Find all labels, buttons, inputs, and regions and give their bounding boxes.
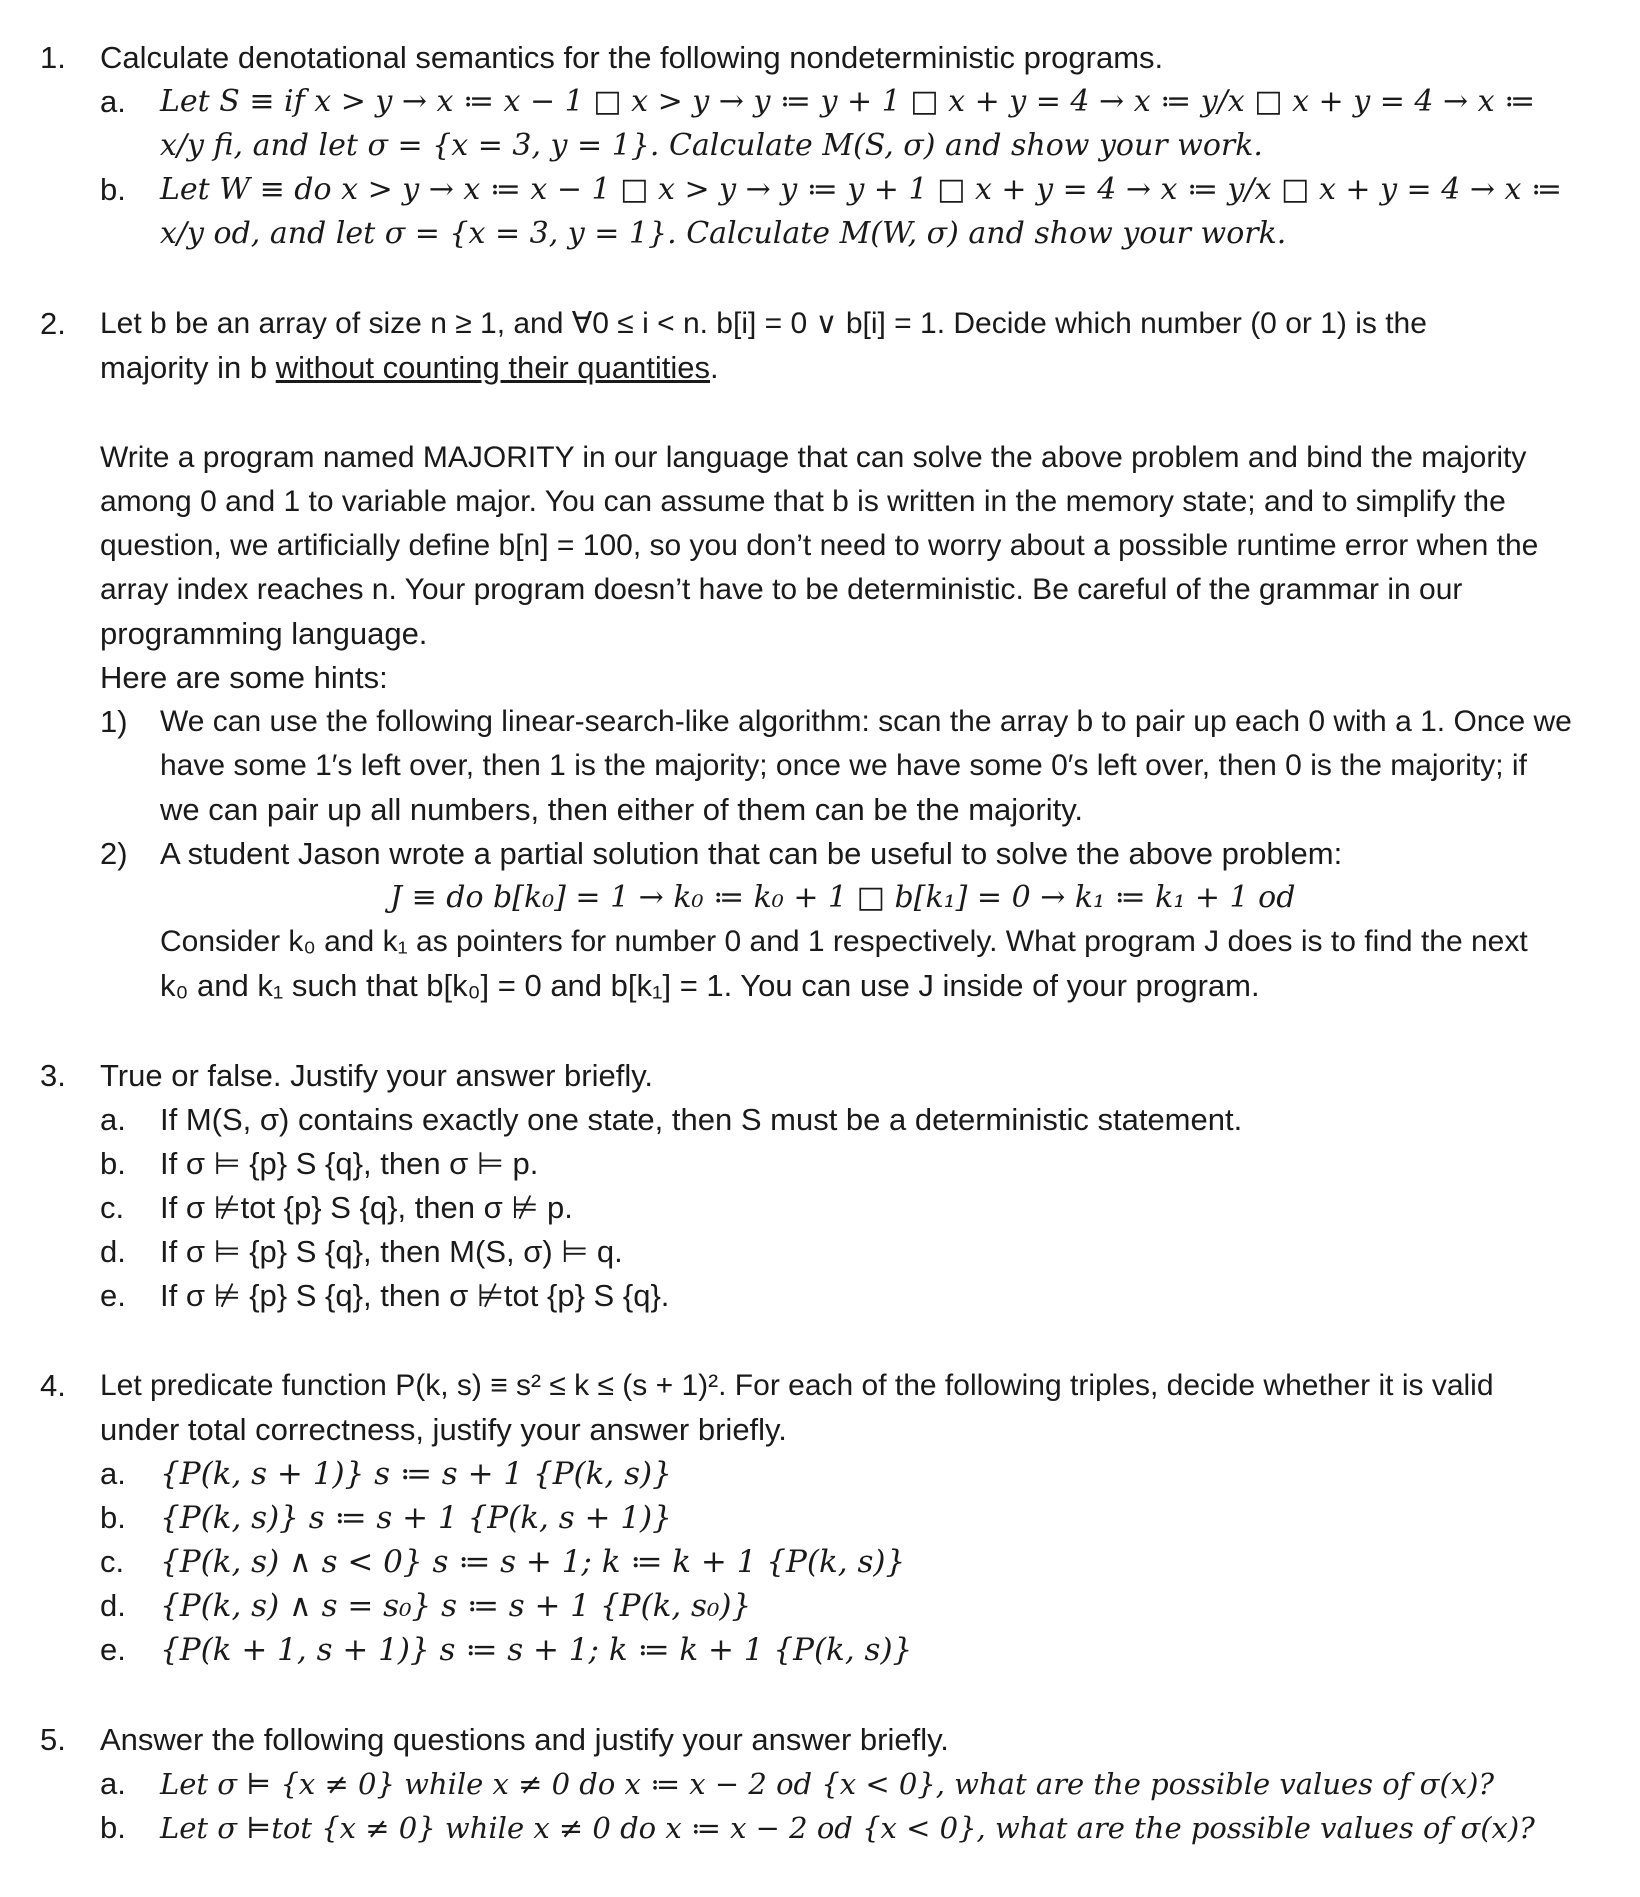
q4d-text: {P(k, s) ∧ s = s₀} s ≔ s + 1 {P(k, s₀)} xyxy=(160,1588,752,1624)
q4e-text: {P(k + 1, s + 1)} s ≔ s + 1; k ≔ k + 1 {P(k, s)} xyxy=(160,1632,913,1668)
q3b-label: b. xyxy=(100,1146,126,1181)
q5a-text: Let σ ⊨ {x ≠ 0} while x ≠ 0 do x ≔ x − 2 od {x < 0}, what are the possible values of σ(x)? xyxy=(160,1767,1494,1801)
q2-underlined-phrase: without counting their quantities xyxy=(275,350,711,385)
q2-p2-line5: programming language. xyxy=(100,616,428,651)
q3e-text: If σ ⊭ {p} S {q}, then σ ⊭tot {p} S {q}. xyxy=(160,1278,670,1313)
q3c-label: c. xyxy=(100,1190,125,1225)
q4d-label: d. xyxy=(100,1588,126,1623)
q4a-label: a. xyxy=(100,1456,126,1491)
q4-line2: under total correctness, justify your answer briefly. xyxy=(100,1412,787,1447)
q3e-label: e. xyxy=(100,1278,126,1313)
q2-hint1-line1: We can use the following linear-search-like algorithm: scan the array b to pair up each 0 with a 1. Once we xyxy=(160,705,1572,738)
q2-hint1-line3: we can pair up all numbers, then either of them can be the majority. xyxy=(160,792,1084,827)
q3a-label: a. xyxy=(100,1102,126,1137)
q4-number: 4. xyxy=(40,1368,66,1403)
q1-title: Calculate denotational semantics for the following nondeterministic programs. xyxy=(100,40,1164,75)
q3d-text: If σ ⊨ {p} S {q}, then M(S, σ) ⊨ q. xyxy=(160,1234,623,1269)
q2-p1-line2 xyxy=(100,346,719,390)
q4b-text: {P(k, s)} s ≔ s + 1 {P(k, s + 1)} xyxy=(160,1500,672,1536)
q4a-text: {P(k, s + 1)} s ≔ s + 1 {P(k, s)} xyxy=(160,1456,672,1492)
q2-p1-line1: Let b be an array of size n ≥ 1, and ∀0 ≤ i < n. b[i] = 0 ∨ b[i] = 1. Decide which number (0 or 1) is the xyxy=(100,307,1427,340)
q5b-text: Let σ ⊨tot {x ≠ 0} while x ≠ 0 do x ≔ x − 2 od {x < 0}, what are the possible values of σ(x)? xyxy=(160,1811,1535,1845)
q2-hint2-label: 2) xyxy=(100,836,128,871)
q2-hint2-line3: k₀ and k₁ such that b[k₀] = 0 and b[k₁] = 1. You can use J inside of your program. xyxy=(160,968,1260,1003)
q2-p2-line2: among 0 and 1 to variable major. You can assume that b is written in the memory state; and to simplify the xyxy=(100,485,1506,518)
q2-hint1-line2: have some 1′s left over, then 1 is the majority; once we have some 0′s left over, then 0 is the majority; if xyxy=(160,749,1527,782)
q1a-line2: x/y fi, and let σ = {x = 3, y = 1}. Calculate M(S, σ) and show your work. xyxy=(160,128,1263,163)
q3c-text: If σ ⊭tot {p} S {q}, then σ ⊭ p. xyxy=(160,1190,573,1225)
q2-hint1-label: 1) xyxy=(100,704,128,739)
q5-number: 5. xyxy=(40,1722,66,1757)
q2-hint2-line2: Consider k₀ and k₁ as pointers for number 0 and 1 respectively. What program J does is to find the next xyxy=(160,925,1528,958)
q4b-label: b. xyxy=(100,1500,126,1535)
q1a-line1: Let S ≡ if x > y → x ≔ x − 1 □ x > y → y ≔ y + 1 □ x + y = 4 → x ≔ y/x □ x + y = 4 → x ≔ xyxy=(160,84,1536,119)
q1b-label: b. xyxy=(100,172,126,207)
q2-p2-line1: Write a program named MAJORITY in our language that can solve the above problem and bind the majority xyxy=(100,441,1527,474)
q2-number: 2. xyxy=(40,306,66,341)
q1b-line2: x/y od, and let σ = {x = 3, y = 1}. Calculate M(W, σ) and show your work. xyxy=(160,216,1287,251)
q4c-label: c. xyxy=(100,1544,125,1579)
q2-p1-line2-a: majority in b xyxy=(100,350,276,385)
q4c-text: {P(k, s) ∧ s < 0} s ≔ s + 1; k ≔ k + 1 {P(k, s)} xyxy=(160,1544,906,1580)
q2-p1-line2-b: . xyxy=(710,350,719,385)
q2-hint2-line1: A student Jason wrote a partial solution that can be useful to solve the above problem: xyxy=(160,836,1343,871)
q1b-line1: Let W ≡ do x > y → x ≔ x − 1 □ x > y → y ≔ y + 1 □ x + y = 4 → x ≔ y/x □ x + y = 4 → x ≔ xyxy=(160,172,1562,207)
q3-title: True or false. Justify your answer briefly. xyxy=(100,1058,654,1093)
q2-p2-line4: array index reaches n. Your program doesn’t have to be deterministic. Be careful of the grammar in our xyxy=(100,573,1463,606)
q3-number: 3. xyxy=(40,1058,66,1093)
q5a-label: a. xyxy=(100,1766,126,1801)
q4e-label: e. xyxy=(100,1632,126,1667)
q3a-text: If M(S, σ) contains exactly one state, then S must be a deterministic statement. xyxy=(160,1102,1243,1137)
q2-hint2-formula: J ≡ do b[k₀] = 1 → k₀ ≔ k₀ + 1 □ b[k₁] = 0 → k₁ ≔ k₁ + 1 od xyxy=(390,880,1296,915)
q5-title: Answer the following questions and justify your answer briefly. xyxy=(100,1722,949,1757)
q3d-label: d. xyxy=(100,1234,126,1269)
q1-number: 1. xyxy=(40,40,66,75)
q1a-label: a. xyxy=(100,84,126,119)
q5b-label: b. xyxy=(100,1810,126,1845)
q2-p2-line3: question, we artificially define b[n] = 100, so you don’t need to worry about a possible runtime error when the xyxy=(100,529,1539,562)
q3b-text: If σ ⊨ {p} S {q}, then σ ⊨ p. xyxy=(160,1146,539,1181)
q2-hints-intro: Here are some hints: xyxy=(100,660,388,695)
q4-line1: Let predicate function P(k, s) ≡ s² ≤ k ≤ (s + 1)². For each of the following triples, decide whether it is valid xyxy=(100,1369,1494,1402)
